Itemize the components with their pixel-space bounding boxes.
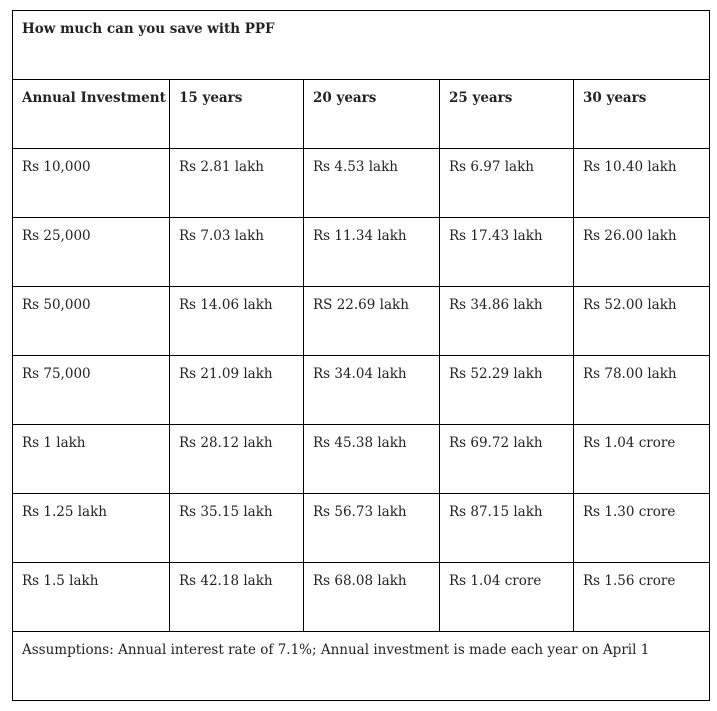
- table-cell: Rs 34.04 lakh: [304, 356, 440, 425]
- table-cell: Rs 56.73 lakh: [304, 494, 440, 563]
- ppf-savings-table: [12, 10, 710, 701]
- table-cell: Rs 1.56 crore: [574, 563, 710, 632]
- header-20-years: 20 years: [304, 80, 440, 149]
- table-cell: Rs 26.00 lakh: [574, 218, 710, 287]
- table-row: [13, 563, 710, 632]
- title-row: [13, 11, 710, 80]
- table-cell: Rs 78.00 lakh: [574, 356, 710, 425]
- table-cell: Rs 11.34 lakh: [304, 218, 440, 287]
- table-cell: Rs 42.18 lakh: [170, 563, 304, 632]
- table-cell: Rs 1.25 lakh: [13, 494, 170, 563]
- table-row: [13, 356, 710, 425]
- header-annual-investment: Annual Investment: [13, 80, 170, 149]
- table-cell: Rs 7.03 lakh: [170, 218, 304, 287]
- table-cell: Rs 28.12 lakh: [170, 425, 304, 494]
- table-cell: Rs 45.38 lakh: [304, 425, 440, 494]
- table-row: [13, 494, 710, 563]
- header-15-years: 15 years: [170, 80, 304, 149]
- table-cell: Rs 69.72 lakh: [440, 425, 574, 494]
- table-cell: Rs 50,000: [13, 287, 170, 356]
- table-cell: Rs 2.81 lakh: [170, 149, 304, 218]
- table-cell: Rs 17.43 lakh: [440, 218, 574, 287]
- table-cell: Rs 1.5 lakh: [13, 563, 170, 632]
- table-cell: Rs 87.15 lakh: [440, 494, 574, 563]
- table-cell: Rs 14.06 lakh: [170, 287, 304, 356]
- table-cell: Rs 21.09 lakh: [170, 356, 304, 425]
- table-cell: RS 22.69 lakh: [304, 287, 440, 356]
- table-cell: Rs 10,000: [13, 149, 170, 218]
- table-cell: Rs 4.53 lakh: [304, 149, 440, 218]
- table-row: [13, 218, 710, 287]
- table-cell: Rs 10.40 lakh: [574, 149, 710, 218]
- table-title: How much can you save with PPF: [13, 11, 710, 80]
- table-cell: Rs 1.04 crore: [574, 425, 710, 494]
- table-row: [13, 287, 710, 356]
- table-cell: Rs 1 lakh: [13, 425, 170, 494]
- header-row: [13, 80, 710, 149]
- table-cell: Rs 68.08 lakh: [304, 563, 440, 632]
- table-cell: Rs 25,000: [13, 218, 170, 287]
- table-cell: Rs 34.86 lakh: [440, 287, 574, 356]
- table-row: [13, 149, 710, 218]
- table-cell: Rs 1.30 crore: [574, 494, 710, 563]
- table-cell: Rs 75,000: [13, 356, 170, 425]
- table-row: [13, 425, 710, 494]
- table-cell: Rs 52.29 lakh: [440, 356, 574, 425]
- footnote-row: [13, 632, 710, 701]
- table-cell: Rs 1.04 crore: [440, 563, 574, 632]
- header-25-years: 25 years: [440, 80, 574, 149]
- assumptions-footnote: Assumptions: Annual interest rate of 7.1%; Annual investment is made each year on April 1: [13, 632, 710, 701]
- table-cell: Rs 6.97 lakh: [440, 149, 574, 218]
- table-cell: Rs 52.00 lakh: [574, 287, 710, 356]
- table-cell: Rs 35.15 lakh: [170, 494, 304, 563]
- header-30-years: 30 years: [574, 80, 710, 149]
